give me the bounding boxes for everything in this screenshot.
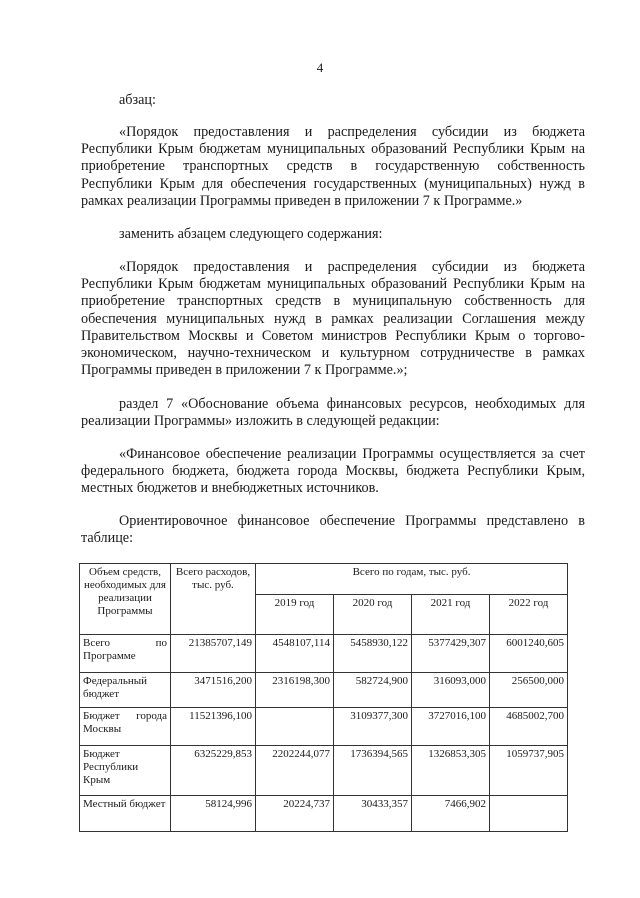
header-year-2022: 2022 год <box>490 595 568 635</box>
header-year-2020: 2020 год <box>334 595 412 635</box>
cell-2019: 4548107,114 <box>256 635 334 673</box>
cell-2022: 4685002,700 <box>490 708 568 746</box>
paragraph-financing: «Финансовое обеспечение реализации Программы осуществляется за счет федерального бюджета, бюджета города Москвы, бюджета Республики Крым, местных бюджетов и внебюджетных источников. <box>81 446 585 497</box>
cell-2021: 3727016,100 <box>412 708 490 746</box>
row-label: Бюджет города Москвы <box>80 708 171 746</box>
cell-2022: 6001240,605 <box>490 635 568 673</box>
cell-2020: 1736394,565 <box>334 746 412 796</box>
cell-2022: 256500,000 <box>490 673 568 708</box>
cell-total: 3471516,200 <box>171 673 256 708</box>
row-label: Бюджет Республики Крым <box>80 746 171 796</box>
cell-2022 <box>490 796 568 832</box>
cell-2022: 1059737,905 <box>490 746 568 796</box>
paragraph-intro: абзац: <box>119 92 156 108</box>
header-funds: Объем средств, необходимых для реализации Программы <box>80 564 171 635</box>
table-row <box>80 746 568 796</box>
header-total: Всего расходов, тыс. руб. <box>171 564 256 635</box>
cell-2020: 30433,357 <box>334 796 412 832</box>
cell-2019: 2202244,077 <box>256 746 334 796</box>
cell-2020: 582724,900 <box>334 673 412 708</box>
header-year-2021: 2021 год <box>412 595 490 635</box>
cell-total: 58124,996 <box>171 796 256 832</box>
cell-total: 11521396,100 <box>171 708 256 746</box>
cell-total: 6325229,853 <box>171 746 256 796</box>
cell-2019 <box>256 708 334 746</box>
cell-2021: 1326853,305 <box>412 746 490 796</box>
header-years-group: Всего по годам, тыс. руб. <box>256 564 568 595</box>
table-row <box>80 673 568 708</box>
cell-2021: 5377429,307 <box>412 635 490 673</box>
cell-2019: 20224,737 <box>256 796 334 832</box>
header-year-2019: 2019 год <box>256 595 334 635</box>
row-label: Федеральный бюджет <box>80 673 171 708</box>
table-row <box>80 635 568 673</box>
paragraph-table-intro: Ориентировочное финансовое обеспечение Программы представлено в таблице: <box>81 513 585 547</box>
cell-2020: 3109377,300 <box>334 708 412 746</box>
cell-2019: 2316198,300 <box>256 673 334 708</box>
table-row <box>80 708 568 746</box>
row-label: Всего по Программе <box>80 635 171 673</box>
cell-2021: 316093,000 <box>412 673 490 708</box>
paragraph-replace: заменить абзацем следующего содержания: <box>119 226 383 242</box>
table-row <box>80 796 568 832</box>
cell-2021: 7466,902 <box>412 796 490 832</box>
paragraph-new-text: «Порядок предоставления и распределения субсидии из бюджета Республики Крым бюджетам муниципальных образований Республики Крым на приобретение транспортных средств в муниципальную собственность для обеспечения муниципальных нужд в рамках реализации Соглашения между Правительством Москвы и Советом министров Республики Крым о торгово-экономическом, научно-техническом и культурном сотрудничестве в рамках Программы приведен в приложении 7 к Программе.»; <box>81 259 585 379</box>
paragraph-old-text: «Порядок предоставления и распределения субсидии из бюджета Республики Крым бюджетам муниципальных образований Республики Крым на приобретение транспортных средств в государственную собственность Республики Крым для обеспечения государственных (муниципальных) нужд в рамках реализации Программы приведен в приложении 7 к Программе.» <box>81 124 585 209</box>
financing-table <box>79 563 568 832</box>
page-number: 4 <box>316 60 324 75</box>
cell-total: 21385707,149 <box>171 635 256 673</box>
row-label: Местный бюджет <box>80 796 171 832</box>
cell-2020: 5458930,122 <box>334 635 412 673</box>
paragraph-section-7: раздел 7 «Обоснование объема финансовых ресурсов, необходимых для реализации Программы» изложить в следующей редакции: <box>81 396 585 430</box>
